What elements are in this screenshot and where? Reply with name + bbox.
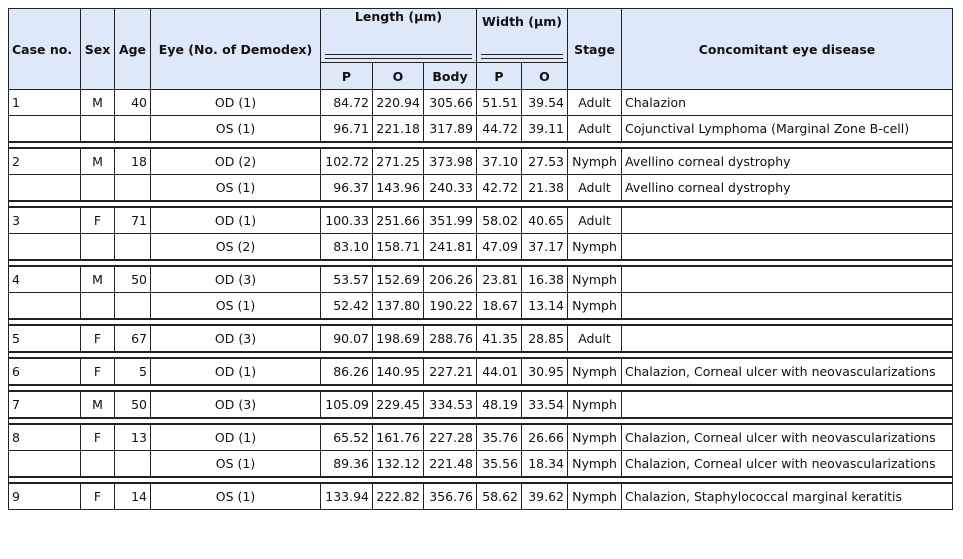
length-o-cell: 198.69 [373,325,424,352]
width-o-cell: 39.62 [522,483,568,510]
disease-cell: Cojunctival Lymphoma (Marginal Zone B-cell) [622,116,953,143]
age-cell [115,293,151,320]
sex-cell [81,175,115,202]
disease-cell: Chalazion, Corneal ulcer with neovascularizations [622,451,953,478]
table-row [9,391,953,418]
case-no-cell: 7 [9,391,81,418]
sex-cell: F [81,207,115,234]
width-o-cell: 21.38 [522,175,568,202]
header-width-p: P [477,63,522,90]
length-p-cell: 96.37 [321,175,373,202]
age-cell: 14 [115,483,151,510]
stage-cell: Adult [568,175,622,202]
width-o-cell: 28.85 [522,325,568,352]
stage-cell: Nymph [568,293,622,320]
length-p-cell: 53.57 [321,266,373,293]
case-no-cell [9,293,81,320]
length-o-cell: 271.25 [373,148,424,175]
length-p-cell: 86.26 [321,358,373,385]
length-p-cell: 65.52 [321,424,373,451]
table-row [9,116,953,143]
width-p-cell: 35.56 [477,451,522,478]
sex-cell: M [81,266,115,293]
sex-cell [81,116,115,143]
disease-cell: Avellino corneal dystrophy [622,148,953,175]
width-p-cell: 37.10 [477,148,522,175]
width-p-cell: 18.67 [477,293,522,320]
disease-cell [622,234,953,261]
width-o-cell: 18.34 [522,451,568,478]
sex-cell: M [81,391,115,418]
table-row [9,175,953,202]
header-sex: Sex [81,9,115,90]
width-o-cell: 27.53 [522,148,568,175]
table-row [9,266,953,293]
header-age: Age [115,9,151,90]
stage-cell: Nymph [568,424,622,451]
length-body-cell: 334.53 [424,391,477,418]
width-o-cell: 33.54 [522,391,568,418]
header-length-rule [325,54,472,59]
age-cell: 50 [115,266,151,293]
age-cell [115,175,151,202]
case-no-cell: 6 [9,358,81,385]
age-cell: 67 [115,325,151,352]
case-no-cell: 5 [9,325,81,352]
age-cell: 13 [115,424,151,451]
disease-cell: Chalazion, Corneal ulcer with neovascularizations [622,424,953,451]
stage-cell: Nymph [568,391,622,418]
length-o-cell: 229.45 [373,391,424,418]
header-width-o: O [522,63,568,90]
length-o-cell: 140.95 [373,358,424,385]
eye-cell: OS (1) [151,451,321,478]
width-p-cell: 58.62 [477,483,522,510]
stage-cell: Nymph [568,148,622,175]
disease-cell [622,207,953,234]
case-no-cell: 8 [9,424,81,451]
eye-cell: OS (1) [151,175,321,202]
sex-cell: F [81,424,115,451]
age-cell [115,234,151,261]
length-o-cell: 161.76 [373,424,424,451]
disease-cell [622,293,953,320]
sex-cell: M [81,148,115,175]
age-cell: 71 [115,207,151,234]
case-no-cell [9,175,81,202]
width-p-cell: 48.19 [477,391,522,418]
case-no-cell: 1 [9,90,81,116]
width-p-cell: 51.51 [477,90,522,116]
length-o-cell: 137.80 [373,293,424,320]
width-p-cell: 44.01 [477,358,522,385]
table-row [9,207,953,234]
length-p-cell: 83.10 [321,234,373,261]
eye-cell: OD (2) [151,148,321,175]
case-no-cell: 4 [9,266,81,293]
width-p-cell: 23.81 [477,266,522,293]
sex-cell: F [81,358,115,385]
disease-cell: Avellino corneal dystrophy [622,175,953,202]
age-cell [115,451,151,478]
width-o-cell: 16.38 [522,266,568,293]
width-o-cell: 13.14 [522,293,568,320]
disease-cell: Chalazion, Corneal ulcer with neovascularizations [622,358,953,385]
table-row [9,451,953,478]
length-body-cell: 305.66 [424,90,477,116]
length-o-cell: 220.94 [373,90,424,116]
length-p-cell: 100.33 [321,207,373,234]
length-o-cell: 158.71 [373,234,424,261]
header-length [321,9,477,63]
width-p-cell: 41.35 [477,325,522,352]
header-length-body: Body [424,63,477,90]
eye-cell: OD (1) [151,358,321,385]
age-cell: 5 [115,358,151,385]
table-container [8,8,953,510]
age-cell: 40 [115,90,151,116]
length-p-cell: 102.72 [321,148,373,175]
header-length-label: Length (µm) [354,9,443,24]
disease-cell: Chalazion, Staphylococcal marginal keratitis [622,483,953,510]
width-o-cell: 26.66 [522,424,568,451]
sex-cell: F [81,483,115,510]
stage-cell: Adult [568,325,622,352]
sex-cell: F [81,325,115,352]
length-body-cell: 317.89 [424,116,477,143]
width-o-cell: 39.11 [522,116,568,143]
stage-cell: Nymph [568,266,622,293]
table-body [9,90,953,510]
table-row [9,424,953,451]
header-eye: Eye (No. of Demodex) [151,9,321,90]
disease-cell [622,266,953,293]
width-o-cell: 30.95 [522,358,568,385]
length-p-cell: 96.71 [321,116,373,143]
width-p-cell: 58.02 [477,207,522,234]
eye-cell: OD (1) [151,90,321,116]
length-p-cell: 133.94 [321,483,373,510]
length-o-cell: 152.69 [373,266,424,293]
header-width [477,9,568,63]
length-o-cell: 221.18 [373,116,424,143]
eye-cell: OD (3) [151,391,321,418]
length-body-cell: 351.99 [424,207,477,234]
sex-cell [81,293,115,320]
case-no-cell: 9 [9,483,81,510]
width-o-cell: 37.17 [522,234,568,261]
length-o-cell: 132.12 [373,451,424,478]
case-no-cell: 3 [9,207,81,234]
disease-cell [622,391,953,418]
length-body-cell: 221.48 [424,451,477,478]
width-p-cell: 42.72 [477,175,522,202]
length-p-cell: 84.72 [321,90,373,116]
length-body-cell: 241.81 [424,234,477,261]
width-o-cell: 39.54 [522,90,568,116]
length-p-cell: 90.07 [321,325,373,352]
length-body-cell: 227.28 [424,424,477,451]
disease-cell: Chalazion [622,90,953,116]
sex-cell [81,451,115,478]
eye-cell: OD (3) [151,266,321,293]
width-p-cell: 44.72 [477,116,522,143]
table-row [9,483,953,510]
stage-cell: Adult [568,207,622,234]
eye-cell: OS (1) [151,293,321,320]
age-cell: 18 [115,148,151,175]
header-width-rule [481,54,563,59]
length-body-cell: 240.33 [424,175,477,202]
header-disease: Concomitant eye disease [622,9,953,90]
header-length-p: P [321,63,373,90]
length-p-cell: 52.42 [321,293,373,320]
stage-cell: Adult [568,90,622,116]
stage-cell: Nymph [568,483,622,510]
length-body-cell: 288.76 [424,325,477,352]
eye-cell: OD (1) [151,207,321,234]
stage-cell: Adult [568,116,622,143]
stage-cell: Nymph [568,234,622,261]
case-no-cell [9,116,81,143]
age-cell: 50 [115,391,151,418]
width-p-cell: 47.09 [477,234,522,261]
case-no-cell: 2 [9,148,81,175]
table-row [9,90,953,116]
length-o-cell: 222.82 [373,483,424,510]
eye-cell: OS (1) [151,116,321,143]
header-stage: Stage [568,9,622,90]
width-p-cell: 35.76 [477,424,522,451]
header-length-o: O [373,63,424,90]
width-o-cell: 40.65 [522,207,568,234]
length-o-cell: 251.66 [373,207,424,234]
length-body-cell: 373.98 [424,148,477,175]
eye-cell: OD (1) [151,424,321,451]
length-p-cell: 89.36 [321,451,373,478]
length-p-cell: 105.09 [321,391,373,418]
table-row [9,293,953,320]
stage-cell: Nymph [568,358,622,385]
disease-cell [622,325,953,352]
table-row [9,358,953,385]
length-body-cell: 206.26 [424,266,477,293]
table-row [9,148,953,175]
case-no-cell [9,451,81,478]
eye-cell: OS (1) [151,483,321,510]
length-body-cell: 190.22 [424,293,477,320]
header-case-no: Case no. [9,9,81,90]
stage-cell: Nymph [568,451,622,478]
header-width-label: Width (µm) [482,14,562,29]
table-row [9,234,953,261]
length-body-cell: 356.76 [424,483,477,510]
eye-cell: OS (2) [151,234,321,261]
table-row [9,325,953,352]
age-cell [115,116,151,143]
length-body-cell: 227.21 [424,358,477,385]
eye-cell: OD (3) [151,325,321,352]
sex-cell [81,234,115,261]
sex-cell: M [81,90,115,116]
case-no-cell [9,234,81,261]
length-o-cell: 143.96 [373,175,424,202]
demodex-table [8,8,953,510]
